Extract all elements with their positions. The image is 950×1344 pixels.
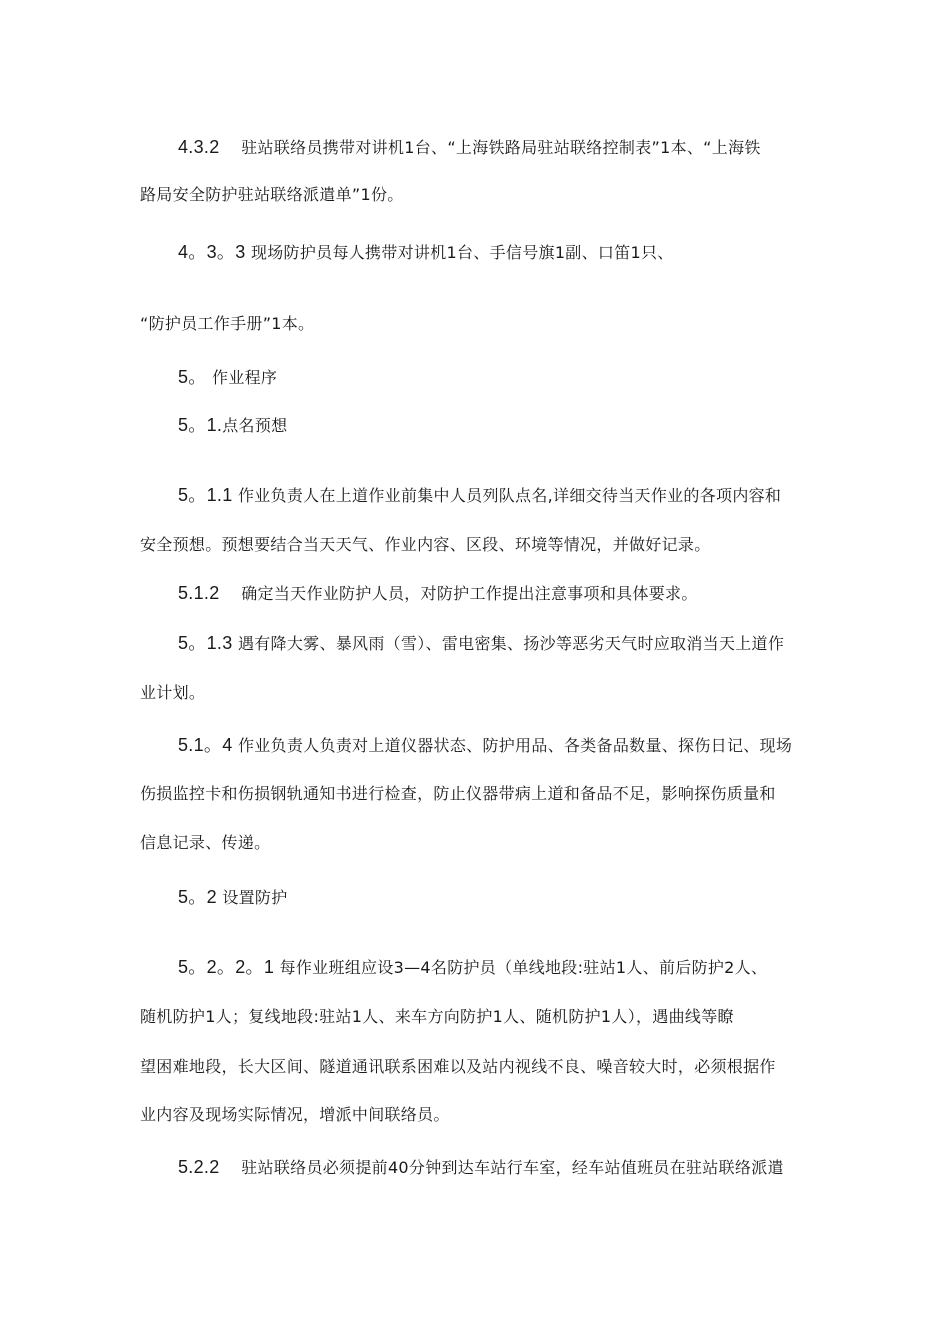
paragraph-line: 5.2.2 驻站联络员必须提前40分钟到达车站行车室，经车站值班员在驻站联络派遣: [178, 1157, 784, 1177]
section-heading: 5。2 设置防护: [178, 887, 288, 907]
paragraph-line: 5。2。2。1 每作业班组应设3—4名防护员（单线地段:驻站1人、前后防护2人、: [178, 957, 768, 977]
paragraph-line: 业内容及现场实际情况，增派中间联络员。: [140, 1105, 450, 1124]
paragraph-line: 望困难地段，长大区间、隧道通讯联系困难以及站内视线不良、噪音较大时，必须根据作: [140, 1057, 776, 1076]
paragraph-line: 5.1.2 确定当天作业防护人员，对防护工作提出注意事项和具体要求。: [178, 583, 698, 603]
paragraph-line: 路局安全防护驻站联络派遣单”1份。: [140, 185, 404, 204]
paragraph-line: 信息记录、传递。: [140, 833, 271, 852]
section-heading: 5。1.点名预想: [178, 415, 288, 435]
paragraph-line: 随机防护1人；复线地段:驻站1人、来车方向防护1人、随机防护1人），遇曲线等瞭: [140, 1007, 734, 1026]
section-heading: 5。 作业程序: [178, 367, 278, 387]
paragraph-line: 伤损监控卡和伤损钢轨通知书进行检查，防止仪器带病上道和备品不足，影响探伤质量和: [140, 784, 776, 803]
paragraph-line: “防护员工作手册”1本。: [140, 314, 315, 333]
paragraph-line: 5。1.1 作业负责人在上道作业前集中人员列队点名,详细交待当天作业的各项内容和: [178, 485, 782, 505]
paragraph-line: 安全预想。预想要结合当天天气、作业内容、区段、环境等情况，并做好记录。: [140, 535, 711, 554]
paragraph-line: 4。3。3 现场防护员每人携带对讲机1台、手信号旗1副、口笛1只、: [178, 242, 674, 262]
paragraph-line: 4.3.2 驻站联络员携带对讲机1台、“上海铁路局驻站联络控制表”1本、“上海铁: [178, 137, 761, 157]
paragraph-line: 业计划。: [140, 683, 206, 702]
paragraph-line: 5.1。4 作业负责人负责对上道仪器状态、防护用品、各类备品数量、探伤日记、现场: [178, 735, 793, 755]
paragraph-line: 5。1.3 遇有降大雾、暴风雨（雪）、雷电密集、扬沙等恶劣天气时应取消当天上道作: [178, 633, 785, 653]
